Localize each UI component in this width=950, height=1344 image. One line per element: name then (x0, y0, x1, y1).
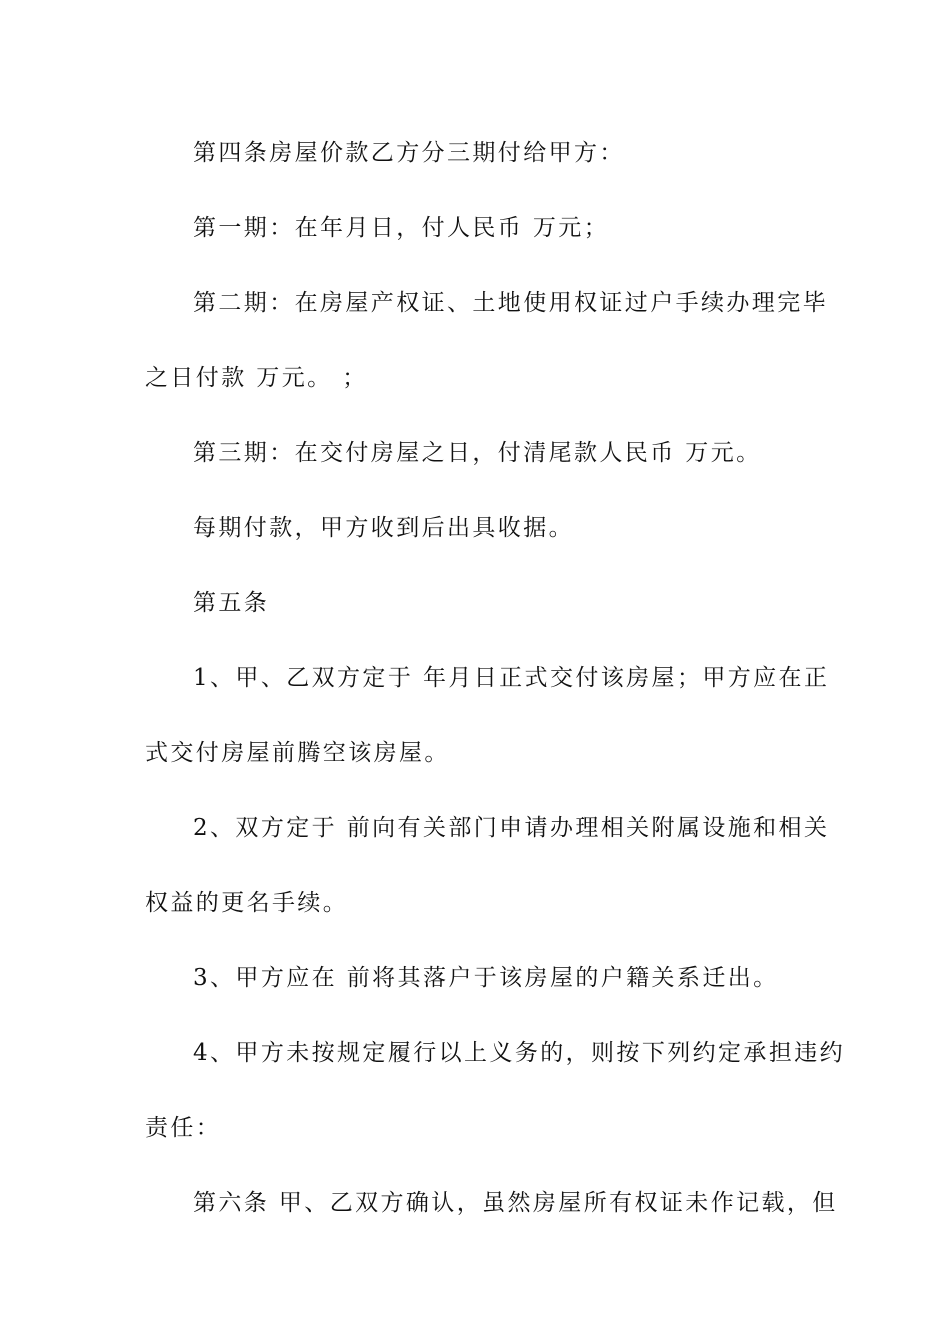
paragraph-line-5: 第三期：在交付房屋之日，付清尾款人民币 万元。 (193, 440, 762, 466)
paragraph-line-3: 第二期：在房屋产权证、土地使用权证过户手续办理完毕 (193, 290, 828, 316)
paragraph-line-8: 1、甲、乙双方定于 年月日正式交付该房屋；甲方应在正 (193, 665, 830, 691)
paragraph-line-11: 权益的更名手续。 (145, 890, 349, 916)
paragraph-line-14: 责任： (145, 1115, 222, 1141)
paragraph-line-4: 之日付款 万元。 ； (145, 365, 368, 391)
paragraph-line-10: 2、双方定于 前向有关部门申请办理相关附属设施和相关 (193, 815, 830, 841)
paragraph-line-1: 第四条房屋价款乙方分三期付给甲方： (193, 140, 625, 166)
paragraph-line-15: 第六条 甲、乙双方确认，虽然房屋所有权证未作记载，但 (193, 1190, 838, 1216)
paragraph-line-6: 每期付款，甲方收到后出具收据。 (193, 515, 574, 541)
paragraph-line-13: 4、甲方未按规定履行以上义务的，则按下列约定承担违约 (193, 1040, 846, 1066)
paragraph-line-7: 第五条 (193, 590, 270, 616)
paragraph-line-12: 3、甲方应在 前将其落户于该房屋的户籍关系迁出。 (193, 965, 779, 991)
paragraph-line-2: 第一期：在年月日，付人民币 万元； (193, 215, 610, 241)
paragraph-line-9: 式交付房屋前腾空该房屋。 (145, 740, 450, 766)
